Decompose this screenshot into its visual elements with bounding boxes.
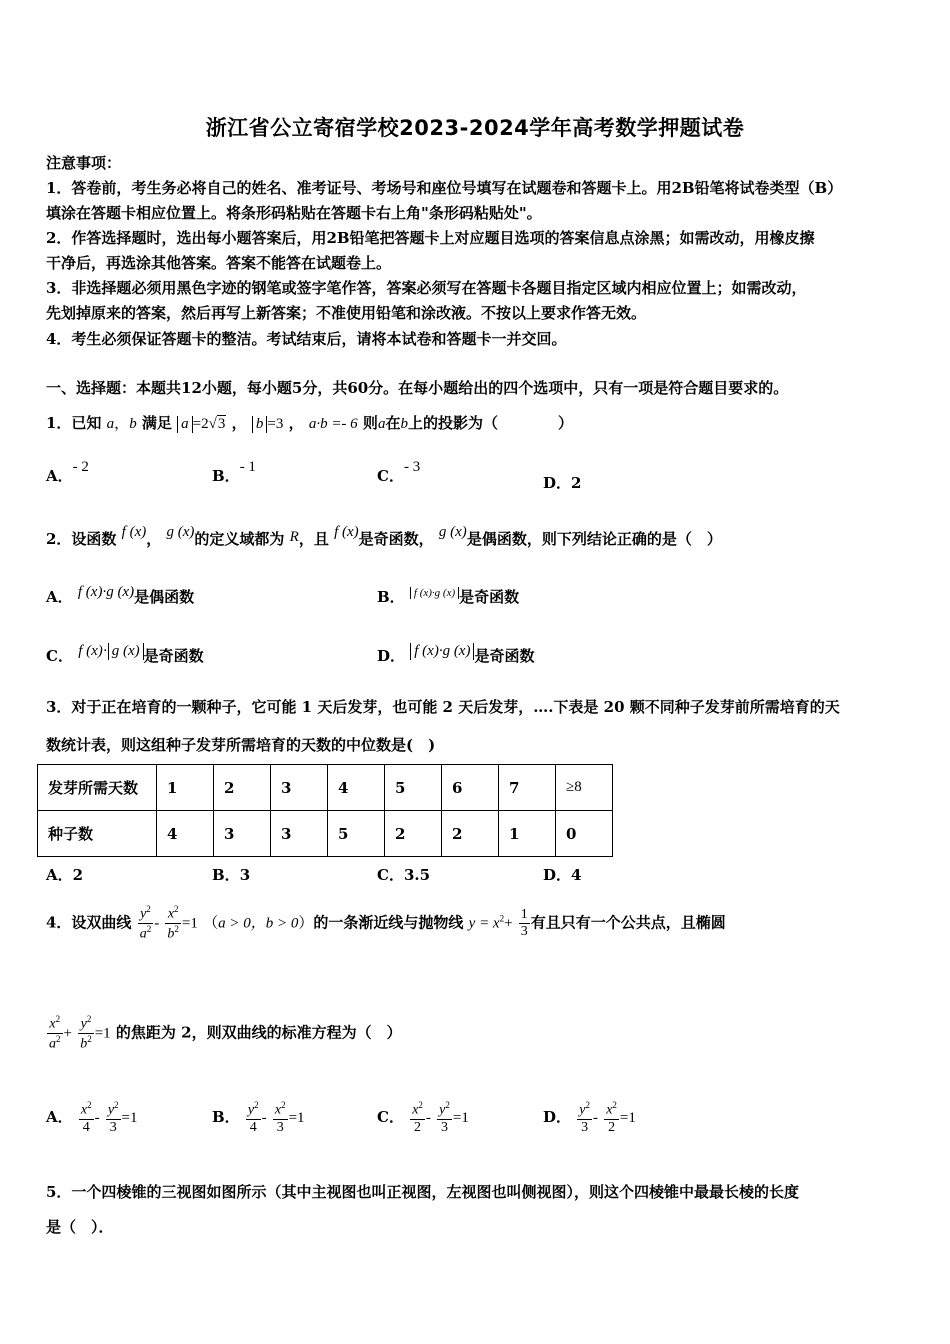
table-cell: 1 — [157, 765, 214, 811]
q3-option-b[interactable]: B．3 — [212, 866, 251, 884]
fraction: $\frac{x^2}{a^2}$ — [49, 1014, 61, 1052]
table-cell: 发芽所需天数 — [38, 765, 157, 811]
q4-option-d[interactable]: D． $\frac{y^2}{3}$ - $\frac{x^2}{2}$ =1 — [543, 1100, 636, 1135]
question-3-line1: 3．对于正在培育的一颗种子，它可能 1 天后发芽，也可能 2 天后发芽，….下表是 20 颗不同种子发芽前所需培育的天 — [46, 698, 840, 716]
notice-heading: 注意事项： — [46, 154, 122, 172]
table-cell: ≥8 — [556, 765, 613, 811]
notice-line: 2．作答选择题时，选出每小题答案后，用2B铅笔把答题卡上对应题目选项的答案信息点涂黑；如需改动，用橡皮擦 — [46, 229, 815, 247]
q3-option-c[interactable]: C．3.5 — [377, 866, 431, 884]
q2-option-d[interactable]: D． f (x)·g (x) 是奇函数 — [377, 643, 535, 665]
notice-line: 填涂在答题卡相应位置上。将条形码粘贴在答题卡右上角"条形码粘贴处"。 — [46, 204, 542, 222]
q4-option-b[interactable]: B． $\frac{y^2}{4}$ - $\frac{x^2}{3}$ =1 — [212, 1100, 305, 1135]
table-cell: 7 — [499, 765, 556, 811]
table-cell: 1 — [499, 811, 556, 857]
question-4-ellipse: $\frac{x^2}{a^2}$ + $\frac{y^2}{b^2}$ =1 的焦距为 2，则双曲线的标准方程为（ ） — [49, 1014, 402, 1052]
q1-option-d[interactable]: D．2 — [543, 474, 582, 492]
table-cell: 4 — [157, 811, 214, 857]
table-row — [38, 765, 613, 811]
q1-option-b[interactable]: B．- 1 — [212, 459, 256, 485]
q4-option-c[interactable]: C． $\frac{x^2}{2}$ - $\frac{y^2}{3}$ =1 — [377, 1100, 469, 1135]
dot-product: a·b =- 6 — [308, 416, 358, 432]
question-1: 1．已知 a，b 满足 a =2√3 ， b =3 ， a·b =- 6 则a在b上的投影为（ ） — [46, 414, 573, 432]
question-2: 2．设函数 f (x)， g (x)的定义域都为 R，且 f (x)是奇函数， g (x)是偶函数，则下列结论正确的是（ ） — [46, 524, 722, 548]
notice-line: 先划掉原来的答案，然后再写上新答案；不准使用铅笔和涂改液。不按以上要求作答无效。 — [46, 304, 647, 322]
table-cell: 6 — [442, 765, 499, 811]
notice-line: 4．考生必须保证答题卡的整洁。考试结束后，请将本试卷和答题卡一并交回。 — [46, 330, 567, 348]
abs-a: a — [177, 416, 193, 433]
q2-option-c[interactable]: C． f (x)· g (x) 是奇函数 — [46, 643, 204, 665]
table-cell: 0 — [556, 811, 613, 857]
q2-option-b[interactable]: B． f (x)·g (x) 是奇函数 — [377, 587, 520, 606]
q4-option-a[interactable]: A． $\frac{x^2}{4}$ - $\frac{y^2}{3}$ =1 — [46, 1100, 138, 1135]
question-5-line1: 5．一个四棱锥的三视图如图所示（其中主视图也叫正视图，左视图也叫侧视图），则这个四棱锥中最最长棱的长度 — [46, 1183, 799, 1201]
fraction: $\frac{y^2}{a^2}$ — [139, 904, 152, 942]
notice-line: 干净后，再选涂其他答案。答案不能答在试题卷上。 — [46, 254, 392, 272]
q3-option-a[interactable]: A．2 — [46, 866, 84, 884]
question-5-line2: 是（ ）． — [46, 1218, 114, 1236]
question-4: 4．设双曲线 $\frac{y^2}{a^2}$ - $\frac{x^2}{b^2}$ =1 （a > 0，b > 0）的一条渐近线与抛物线 $y = x^2+$ $\frac{1}{3}$ 有且只有一个公共点，且椭圆 — [46, 904, 726, 942]
q1-option-c[interactable]: C．- 3 — [377, 459, 421, 485]
fraction: $\frac{y^2}{b^2}$ — [80, 1014, 92, 1052]
germination-table — [37, 764, 613, 857]
abs-b: b — [252, 416, 268, 433]
table-cell: 3 — [214, 811, 271, 857]
table-cell: 3 — [271, 811, 328, 857]
table-cell: 4 — [328, 765, 385, 811]
table-cell: 2 — [385, 811, 442, 857]
question-3-line2: 数统计表，则这组种子发芽所需培育的天数的中位数是( ) — [46, 736, 436, 754]
table-row — [38, 811, 613, 857]
table-cell: 5 — [328, 811, 385, 857]
fraction: $\frac{x^2}{b^2}$ — [167, 904, 179, 942]
page-title: 浙江省公立寄宿学校2023-2024学年高考数学押题试卷 — [205, 116, 745, 140]
table-cell: 2 — [214, 765, 271, 811]
notice-line: 1．答卷前，考生务必将自己的姓名、准考证号、考场号和座位号填写在试题卷和答题卡上。用2B铅笔将试卷类型（B） — [46, 179, 843, 197]
fraction: $\frac{1}{3}$ — [520, 906, 528, 939]
notice-line: 3．非选择题必须用黑色字迹的钢笔或签字笔作答，答案必须写在答题卡各题目指定区域内相应位置上；如需改动， — [46, 279, 807, 297]
table-cell: 种子数 — [38, 811, 157, 857]
q3-option-d[interactable]: D．4 — [543, 866, 582, 884]
table-cell: 5 — [385, 765, 442, 811]
table-cell: 2 — [442, 811, 499, 857]
q2-option-a[interactable]: A． f (x)·g (x)是偶函数 — [46, 584, 195, 606]
section-heading: 一、选择题：本题共12小题，每小题5分，共60分。在每小题给出的四个选项中，只有一项是符合题目要求的。 — [46, 379, 789, 397]
q1-option-a[interactable]: A．- 2 — [46, 459, 89, 485]
table-cell: 3 — [271, 765, 328, 811]
